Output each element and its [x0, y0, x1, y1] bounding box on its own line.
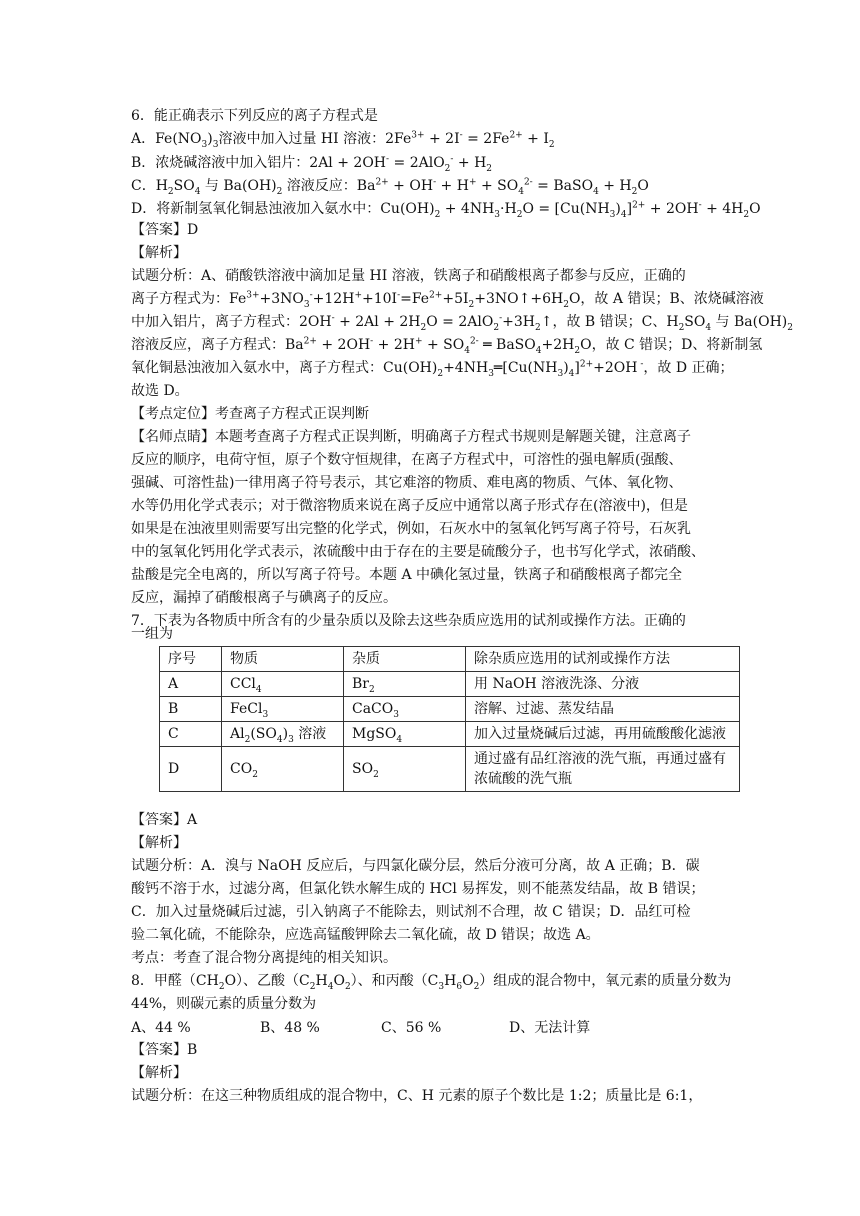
table-cell: 溶解、过滤、蒸发结晶 — [466, 697, 740, 722]
table-cell: $Al_2(SO_4)_3$ 溶液 — [222, 722, 344, 747]
q6-tip-line: 反应的顺序，电荷守恒，原子个数守恒规律，在离子方程式中，可溶性的强电解质(强酸、 — [131, 452, 683, 468]
table-header: 序号 — [160, 647, 222, 672]
q6-exam-point: 【考点定位】考查离子方程式正误判断 — [131, 406, 369, 422]
q6-analysis-line: 氧化铜悬浊液加入氨水中，离子方程式：$Cu(OH)_2+4NH_3═[Cu(NH_3)_4]^{2+}+2OH$ -，故 D 正确； — [131, 359, 734, 379]
q7-stem-cont: 一组为 — [131, 626, 173, 642]
q6-tip-line: 中的氢氧化钙用化学式表示，浓硫酸中由于存在的主要是硫酸分子，也书写化学式，浓硝酸、 — [131, 544, 705, 560]
q6-tip-line: 【名师点睛】本题考查离子方程式正误判断，明确离子方程式书规则是解题关键，注意离子 — [131, 429, 691, 445]
table-cell: B — [160, 697, 222, 722]
table-cell: A — [160, 672, 222, 697]
q6-option-c: C．$H_2SO_4$ 与 $Ba(OH)_2$ 溶液反应：$Ba^{2+} + OH^- + H^+ + SO_4^{2-}$ = BaSO$_4$ + $H_2O$ — [131, 177, 649, 197]
table-cell: CCl$_4$ — [222, 672, 344, 697]
table-cell: 加入过量烧碱后过滤，再用硫酸酸化滤液 — [466, 722, 740, 747]
table-cell: 用 NaOH 溶液洗涤、分液 — [466, 672, 740, 697]
q8-option-b: B、48 % — [260, 1020, 320, 1036]
q6-stem: 6．能正确表示下列反应的离子方程式是 — [131, 108, 378, 124]
table-row — [160, 722, 740, 747]
table-cell: $CO_2$ — [222, 747, 344, 792]
q7-answer: 【答案】A — [131, 812, 198, 828]
table-row — [160, 697, 740, 722]
table-cell: $SO_2$ — [344, 747, 466, 792]
table-cell: FeCl$_3$ — [222, 697, 344, 722]
q6-analysis-line: 离子方程式为：$Fe^{3+}+3NO_3^-+12H^++10I^-=Fe^{2+}+5I_2+3NO↑+6H_2O$，故 A 错误；B、浓烧碱溶液 — [131, 290, 764, 310]
q8-option-a: A、44 % — [131, 1020, 191, 1036]
q6-answer: 【答案】D — [131, 222, 199, 238]
q8-stem: 8．甲醛$(CH_2O)$、乙酸$(C_2H_4O_2)$、和丙酸$(C_3H_6O_2)$组成的混合物中，氧元素的质量分数为 — [131, 973, 732, 992]
q8-option-c: C、56 % — [381, 1020, 442, 1036]
q6-analysis-line: 溶液反应，离子方程式：$Ba^{2+} + 2OH^- + 2H^+ + SO_4^{2-}$ ═ $BaSO_4+2H_2O$，故 C 错误；D、将新制氢 — [131, 336, 763, 356]
q6-analysis-heading: 【解析】 — [131, 245, 187, 261]
table-header-row — [160, 647, 740, 672]
q7-analysis-line: 验二氧化硫，不能除杂，应选高锰酸钾除去二氧化硫，故 D 错误；故选 A。 — [131, 927, 600, 943]
impurity-table — [159, 646, 740, 792]
q7-analysis-line: C．加入过量烧碱后过滤，引入钠离子不能除去，则试剂不合理，故 C 错误；D．品红可检 — [131, 904, 691, 920]
q8-analysis-line: 试题分析：在这三种物质组成的混合物中，C、H 元素的原子个数比是 1:2；质量比是 6:1， — [131, 1088, 703, 1104]
q7-stem: 7．下表为各物质中所含有的少量杂质以及除去这些杂质应选用的试剂或操作方法。正确的 — [131, 613, 686, 629]
q8-option-d: D、无法计算 — [509, 1020, 591, 1036]
q7-analysis-line: 试题分析：A．溴与 NaOH 反应后，与四氯化碳分层，然后分液可分离，故 A 正确；B．碳 — [131, 858, 700, 874]
table-row — [160, 672, 740, 697]
q6-option-b: B．浓烧碱溶液中加入铝片：$2Al + 2OH^- = 2AlO_2^- + H_2$ — [131, 154, 493, 174]
q6-tip-line: 如果是在浊液里则需要写出完整的化学式，例如，石灰水中的氢氧化钙写离子符号，石灰乳 — [131, 521, 691, 537]
q6-analysis-line: 故选 D。 — [131, 383, 189, 399]
q6-option-a: A．$Fe(NO_3)_3$溶液中加入过量 HI 溶液：$2Fe^{3+} + 2I^- = 2Fe^{2+} + I_2$ — [131, 130, 555, 150]
q8-stem-cont: 44%，则碳元素的质量分数为 — [131, 996, 317, 1012]
table-header: 杂质 — [344, 647, 466, 672]
q7-exam-point: 考点：考查了混合物分离提纯的相关知识。 — [131, 950, 397, 966]
table-row — [160, 747, 740, 792]
table-cell: C — [160, 722, 222, 747]
q8-analysis-heading: 【解析】 — [131, 1065, 187, 1081]
q7-analysis-heading: 【解析】 — [131, 835, 187, 851]
q6-tip-line: 强碱、可溶性盐)一律用离子符号表示，其它难溶的物质、难电离的物质、气体、氧化物、 — [131, 475, 683, 491]
q6-tip-line: 反应，漏掉了硝酸根离子与碘离子的反应。 — [131, 590, 397, 606]
q6-tip-line: 盐酸是完全电离的，所以写离子符号。本题 A 中碘化氢过量，铁离子和硝酸根离子都完全 — [131, 567, 683, 583]
table-cell: D — [160, 747, 222, 792]
q7-analysis-line: 酸钙不溶于水，过滤分离，但氯化铁水解生成的 HCl 易挥发，则不能蒸发结晶，故 B 错误； — [131, 881, 705, 897]
q6-option-d: D．将新制氢氧化铜悬浊液加入氨水中：$Cu(OH)_2 + 4NH_3\cdot H_2O = [Cu(NH_3)_4]^{2+} + 2OH^- + 4H_2O$ — [131, 200, 761, 220]
q6-analysis-line: 试题分析：A、硝酸铁溶液中滴加足量 HI 溶液，铁离子和硝酸根离子都参与反应，正确的 — [131, 268, 686, 284]
table-cell: MgSO$_4$ — [344, 722, 466, 747]
q6-tip-line: 水等仍用化学式表示；对于微溶物质来说在离子反应中通常以离子形式存在(溶液中)，但是 — [131, 498, 688, 514]
table-cell: CaCO$_3$ — [344, 697, 466, 722]
table-header: 物质 — [222, 647, 344, 672]
q6-analysis-line: 中加入铝片，离子方程式：$2OH^- + 2Al + 2H_2O$ = $2AlO_2^-+3H_2↑$，故 B 错误；C、$H_2SO_4$ 与 $Ba(OH)_2$ — [131, 313, 793, 333]
table-cell: 通过盛有品红溶液的洗气瓶，再通过盛有浓硫酸的洗气瓶 — [466, 747, 740, 792]
table-header: 除杂质应选用的试剂或操作方法 — [466, 647, 740, 672]
table-cell: $Br_2$ — [344, 672, 466, 697]
q8-answer: 【答案】B — [131, 1042, 198, 1058]
